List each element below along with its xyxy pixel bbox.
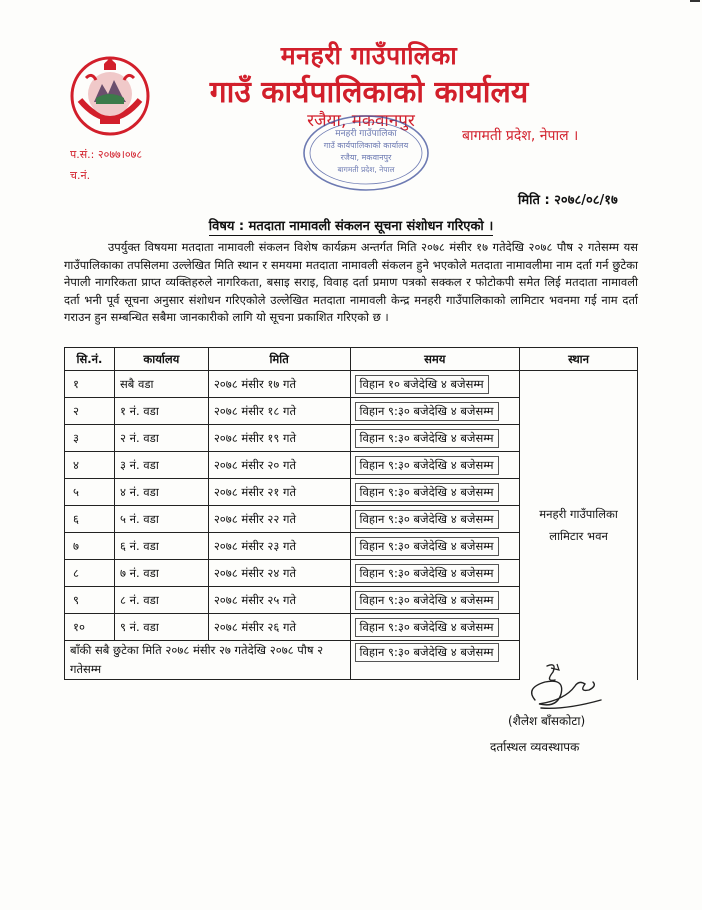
cell-serial: १: [65, 371, 115, 398]
signature-mark: [505, 660, 610, 715]
notice-date: मिति : २०७८/०८/१७: [518, 193, 618, 208]
cell-time: [350, 506, 520, 533]
cell-date: २०७८ मंसीर २३ गते: [208, 533, 350, 560]
cell-office: ६ नं. वडा: [114, 533, 208, 560]
cell-date: २०७८ मंसीर २२ गते: [208, 506, 350, 533]
province-name: बागमती प्रदेश, नेपाल ।: [462, 128, 579, 144]
col-header-serial: सि.नं.: [65, 348, 115, 371]
stamp-line-2: गाउँ कार्यपालिकाको कार्यालय: [323, 141, 409, 150]
office-name: गाउँ कार्यपालिकाको कार्यालय: [209, 75, 529, 110]
cell-serial: ४: [65, 452, 115, 479]
cell-serial: २: [65, 398, 115, 425]
place-line-2: लामिटार भवन: [549, 529, 608, 544]
cell-office: ३ नं. वडा: [114, 452, 208, 479]
cell-time: [350, 614, 520, 641]
cell-remaining-desc: बाँकी सबै छुटेका मिति २०७८ मंसीर २७ गतेदेखि २०७८ पौष २ गतेसम्म: [65, 641, 351, 680]
col-header-place: स्थान: [520, 348, 638, 371]
cell-serial: ८: [65, 560, 115, 587]
cell-date: २०७८ मंसीर १८ गते: [208, 398, 350, 425]
time-text: विहान ९:३० बजेदेखि ४ बजेसम्म: [355, 456, 499, 475]
cell-date: २०७८ मंसीर २० गते: [208, 452, 350, 479]
notice-body: उपर्युक्त विषयमा मतदाता नामावली संकलन विशेष कार्यक्रम अन्तर्गत मिति २०७८ मंसीर १७ गतेदेखि २०७८ पौष २ गतेसम्म यस गाउँपालिकाका तपसिलमा उल्लेखित मिति स्थान र समयमा मतदाता नामावली संकलन हुने भएकोले मतदाता नामावलीमा नाम दर्ता गर्न छुटेका नेपाली नागरिकता प्राप्त व्यक्तिहरुले नागरिकता, बसाइ सराइ, विवाह दर्ता प्रमाण पत्रको सक्कल र फोटोकपी समेत लिई मतदाता नामावली दर्ता भनी पूर्व सूचना अनुसार संशोधन गरिएकोले उल्लेखित मतदाता नामावली केन्द्र मनहरी गाउँपालिकाको लामिटार भवनमा गई नाम दर्ता गराउन हुन सम्बन्धित सबैमा जानकारीको लागि यो सूचना प्रकाशित गरिएको छ ।: [64, 240, 638, 325]
stamp-line-4: बागमती प्रदेश, नेपाल: [337, 165, 395, 174]
cell-time: [350, 425, 520, 452]
cell-time: [350, 479, 520, 506]
letter-reference-number: प.सं.: २०७७।०७८: [70, 148, 143, 161]
cell-office: ८ नं. वडा: [114, 587, 208, 614]
cell-time: [350, 533, 520, 560]
cell-serial: ७: [65, 533, 115, 560]
schedule-table: [64, 347, 638, 680]
cell-office: ९ नं. वडा: [114, 614, 208, 641]
cell-time: [350, 398, 520, 425]
cell-date: २०७८ मंसीर १७ गते: [208, 371, 350, 398]
time-text: विहान ९:३० बजेदेखि ४ बजेसम्म: [355, 429, 499, 448]
time-text: विहान ९:३० बजेदेखि ४ बजेसम्म: [355, 483, 499, 502]
cell-serial: ३: [65, 425, 115, 452]
cell-office: ४ नं. वडा: [114, 479, 208, 506]
cell-date: २०७८ मंसीर २१ गते: [208, 479, 350, 506]
cell-office: १ नं. वडा: [114, 398, 208, 425]
cell-time: [350, 560, 520, 587]
signatory-name: (शैलेश बाँसकोटा): [508, 714, 586, 728]
time-text: विहान ९:३० बजेदेखि ४ बजेसम्म: [355, 618, 499, 637]
cell-date: २०७८ मंसीर २६ गते: [208, 614, 350, 641]
time-text: विहान १० बजेदेखि ४ बजेसम्म: [355, 375, 489, 394]
time-text: विहान ९:३० बजेदेखि ४ बजेसम्म: [355, 537, 499, 556]
stamp-line-3: रजैया, मकवानपुर: [340, 153, 392, 162]
col-header-date: मिति: [208, 348, 350, 371]
cell-office: ५ नं. वडा: [114, 506, 208, 533]
cell-serial: ९: [65, 587, 115, 614]
cell-time: [350, 587, 520, 614]
time-text: विहान ९:३० बजेदेखि ४ बजेसम्म: [355, 643, 499, 662]
table-header-row: [65, 348, 638, 371]
office-stamp-icon: [300, 112, 432, 194]
col-header-time: समय: [350, 348, 520, 371]
time-text: विहान ९:३० बजेदेखि ४ बजेसम्म: [355, 510, 499, 529]
table-row: [65, 371, 638, 398]
cell-serial: ५: [65, 479, 115, 506]
cell-date: २०७८ मंसीर १९ गते: [208, 425, 350, 452]
cell-place: [520, 371, 638, 680]
cell-office: ७ नं. वडा: [114, 560, 208, 587]
dispatch-number: च.नं.: [70, 169, 91, 182]
cell-serial: १०: [65, 614, 115, 641]
cell-office: सबै वडा: [114, 371, 208, 398]
cell-time: [350, 452, 520, 479]
place-line-1: मनहरी गाउँपालिका: [539, 507, 618, 522]
cell-time: [350, 641, 520, 680]
cell-time: [350, 371, 520, 398]
cell-office: २ नं. वडा: [114, 425, 208, 452]
municipality-name: मनहरी गाउँपालिका: [280, 41, 458, 70]
cell-serial: ६: [65, 506, 115, 533]
time-text: विहान ९:३० बजेदेखि ४ बजेसम्म: [355, 402, 499, 421]
stamp-line-1: मनहरी गाउँपालिका: [335, 129, 397, 139]
subject-text: विषय : मतदाता नामावली संकलन सूचना संशोधन गरिएको ।: [208, 219, 494, 234]
cell-date: २०७८ मंसीर २४ गते: [208, 560, 350, 587]
col-header-office: कार्यालय: [114, 348, 208, 371]
time-text: विहान ९:३० बजेदेखि ४ बजेसम्म: [355, 591, 499, 610]
office-location: रजैया, मकवानपुर: [307, 111, 415, 131]
signatory-title: दर्तास्थल व्यवस्थापक: [490, 740, 580, 754]
corner-mark: [690, 0, 700, 2]
time-text: विहान ९:३० बजेदेखि ४ बजेसम्म: [355, 564, 499, 583]
notice-subject: [0, 216, 702, 234]
cell-date: २०७८ मंसीर २५ गते: [208, 587, 350, 614]
